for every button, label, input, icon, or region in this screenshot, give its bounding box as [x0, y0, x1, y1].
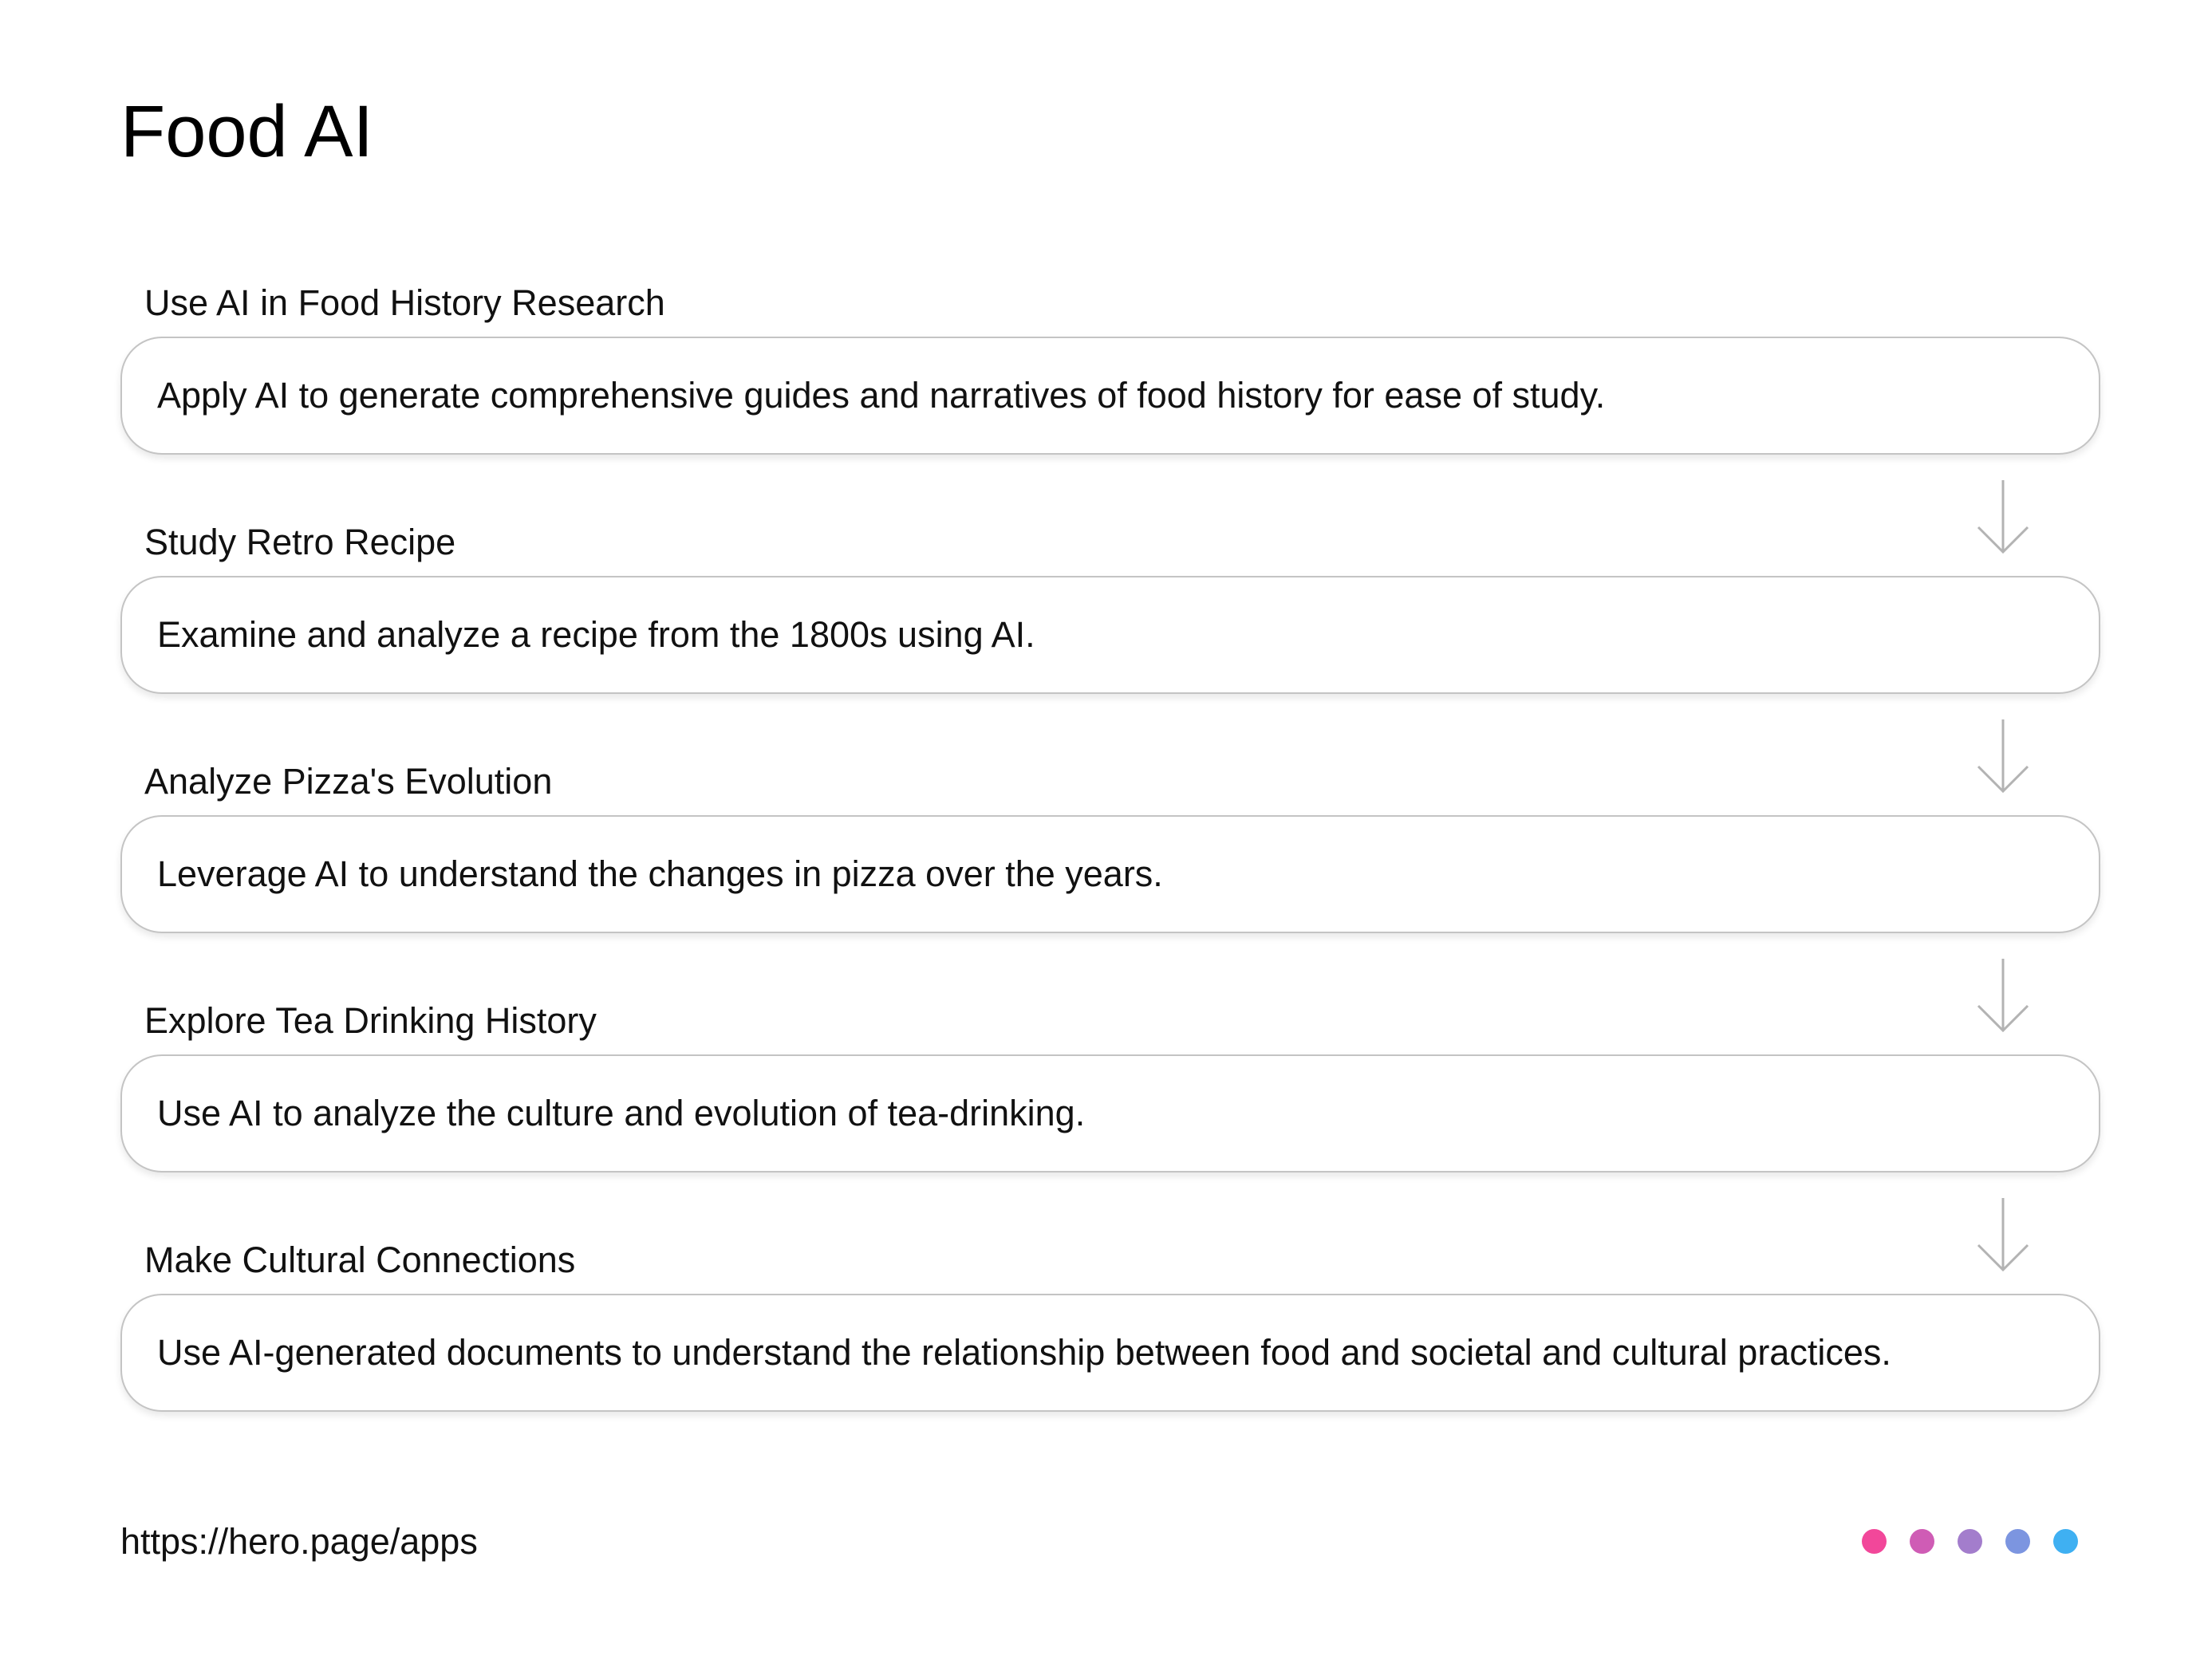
flow-diagram: [120, 279, 2104, 1420]
step-description: Examine and analyze a recipe from the 1800s using AI.: [157, 614, 1035, 655]
step-card: [120, 1294, 2100, 1412]
step-title: Analyze Pizza's Evolution: [144, 761, 553, 802]
arrow-down-icon: [1975, 957, 2031, 1034]
step-description: Apply AI to generate comprehensive guides and narratives of food history for ease of study.: [157, 375, 1606, 416]
step-card: [120, 576, 2100, 694]
brand-dot: [1862, 1529, 1887, 1554]
brand-dot: [2005, 1529, 2030, 1554]
step-card: [120, 1054, 2100, 1172]
step-title: Make Cultural Connections: [144, 1240, 576, 1280]
step-description: Use AI-generated documents to understand the relationship between food and societal and cultural practices.: [157, 1332, 1891, 1373]
step-card: [120, 815, 2100, 933]
step-title: Use AI in Food History Research: [144, 282, 665, 323]
arrow-down-icon: [1975, 479, 2031, 555]
arrow-down-icon: [1975, 718, 2031, 794]
step-description: Leverage AI to understand the changes in pizza over the years.: [157, 853, 1163, 894]
step-description: Use AI to analyze the culture and evolution of tea-drinking.: [157, 1093, 1086, 1133]
step-title: Explore Tea Drinking History: [144, 1000, 597, 1041]
footer-link[interactable]: https://hero.page/apps: [120, 1521, 478, 1562]
page-title: Food AI: [120, 91, 374, 172]
step-title: Study Retro Recipe: [144, 522, 456, 562]
arrow-down-icon: [1975, 1196, 2031, 1273]
brand-dot: [2053, 1529, 2078, 1554]
brand-dot: [1958, 1529, 1982, 1554]
brand-dot: [1910, 1529, 1934, 1554]
step-card: [120, 337, 2100, 455]
